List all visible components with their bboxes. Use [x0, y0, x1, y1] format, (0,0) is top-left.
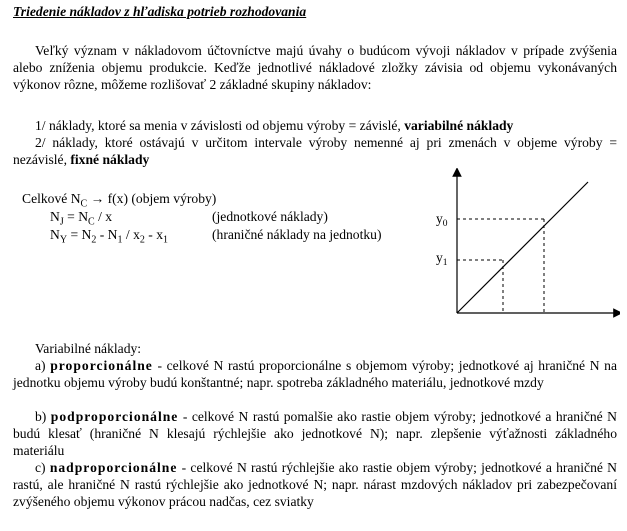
item-prefix: b) — [35, 409, 51, 424]
variable-item-c — [13, 460, 617, 510]
formula-text: = N — [67, 227, 92, 242]
variable-item-b — [13, 409, 617, 459]
item-text: - celkové N rastú pomalšie ako rastie objem výroby; jednotkové a hraničné N budú klesať (hraničné N klesajú rýchlejšie ako jednotkové N); napr. zlepšenie výťažnosti základného materiálu — [13, 409, 617, 458]
item2-bold: fixné náklady — [70, 151, 150, 167]
formula-text: Celkové N — [22, 191, 81, 206]
item-term: proporcionálne — [50, 358, 153, 373]
item-prefix: c) — [35, 460, 50, 475]
item-variable-costs — [13, 118, 617, 135]
item-fixed-costs — [13, 135, 617, 169]
formula-text: → f(x) (objem výroby) — [87, 191, 217, 206]
item-term: nadproporcionálne — [49, 460, 178, 475]
proportional-cost-graph — [420, 168, 620, 318]
item1-bold: variabilné náklady — [404, 118, 514, 133]
item1-text: 1/ náklady, ktoré sa menia v závislosti od objemu výroby = závislé, — [35, 118, 405, 133]
formula-text: = N — [63, 209, 89, 224]
item-term: podproporcionálne — [50, 409, 179, 424]
formula-sub: 1 — [117, 234, 123, 246]
y1-label: $y_1$ — [436, 250, 448, 268]
formula-text: N — [50, 227, 60, 242]
formula-sub: Y — [59, 234, 68, 246]
formula-note: (hraničné náklady na jednotku) — [212, 227, 382, 242]
formula-sub: C — [88, 216, 95, 228]
formula-sub: J — [59, 216, 64, 228]
formula-sub: C — [80, 198, 88, 210]
formula-text: / x — [122, 227, 140, 242]
item-text: - celkové N rastú rýchlejšie ako rastie objem výroby; jednotkové a hraničné N rastú, ale hraničné N rastú rýchlejšie ako jednotkové N; napr. nárast mzdových nákladov pri zabezpečovaní zvýšeného objemu výkonov prácou nadčas, cez sviatky — [13, 460, 617, 509]
variable-item-a — [13, 358, 617, 392]
formula-sub: 1 — [163, 234, 168, 246]
formula-text: N — [50, 209, 60, 224]
item2-text: 2/ náklady, ktoré ostávajú v určitom intervale výroby nemenné aj pri zmenách v objeme výroby = nezávislé, — [13, 135, 617, 167]
item-text: - celkové N rastú proporcionálne s objemom výroby; jednotkové aj hraničné N na jednotku objemu výroby budú konštantné; napr. spotreba základného materiálu, jednotkové mzdy — [13, 358, 617, 390]
document-title: Triedenie nákladov z hľadiska potrieb rozhodovania — [13, 4, 307, 19]
formula-text: - x — [144, 227, 163, 242]
y0-label: $y_0$ — [436, 211, 448, 229]
formula-text: - N — [96, 227, 118, 242]
formula-sub: 2 — [91, 234, 97, 246]
variable-costs-heading: Variabilné náklady: — [35, 341, 142, 356]
intro-paragraph: Veľký význam v nákladovom účtovníctve majú úvahy o budúcom vývoji nákladov v prípade zvýšenia alebo zníženia objemu produkcie. Keďže jednotlivé nákladové zložky závisia od objemu vykonávaných výkonov rôzne, môžeme rozlišovať 2 základné skupiny nákladov: — [13, 43, 617, 92]
formula-note: (jednotkové náklady) — [212, 209, 328, 224]
formula-text: / x — [94, 209, 113, 224]
cost-line — [457, 182, 588, 313]
item-prefix: a) — [35, 358, 51, 373]
formula-sub: 2 — [139, 234, 145, 246]
